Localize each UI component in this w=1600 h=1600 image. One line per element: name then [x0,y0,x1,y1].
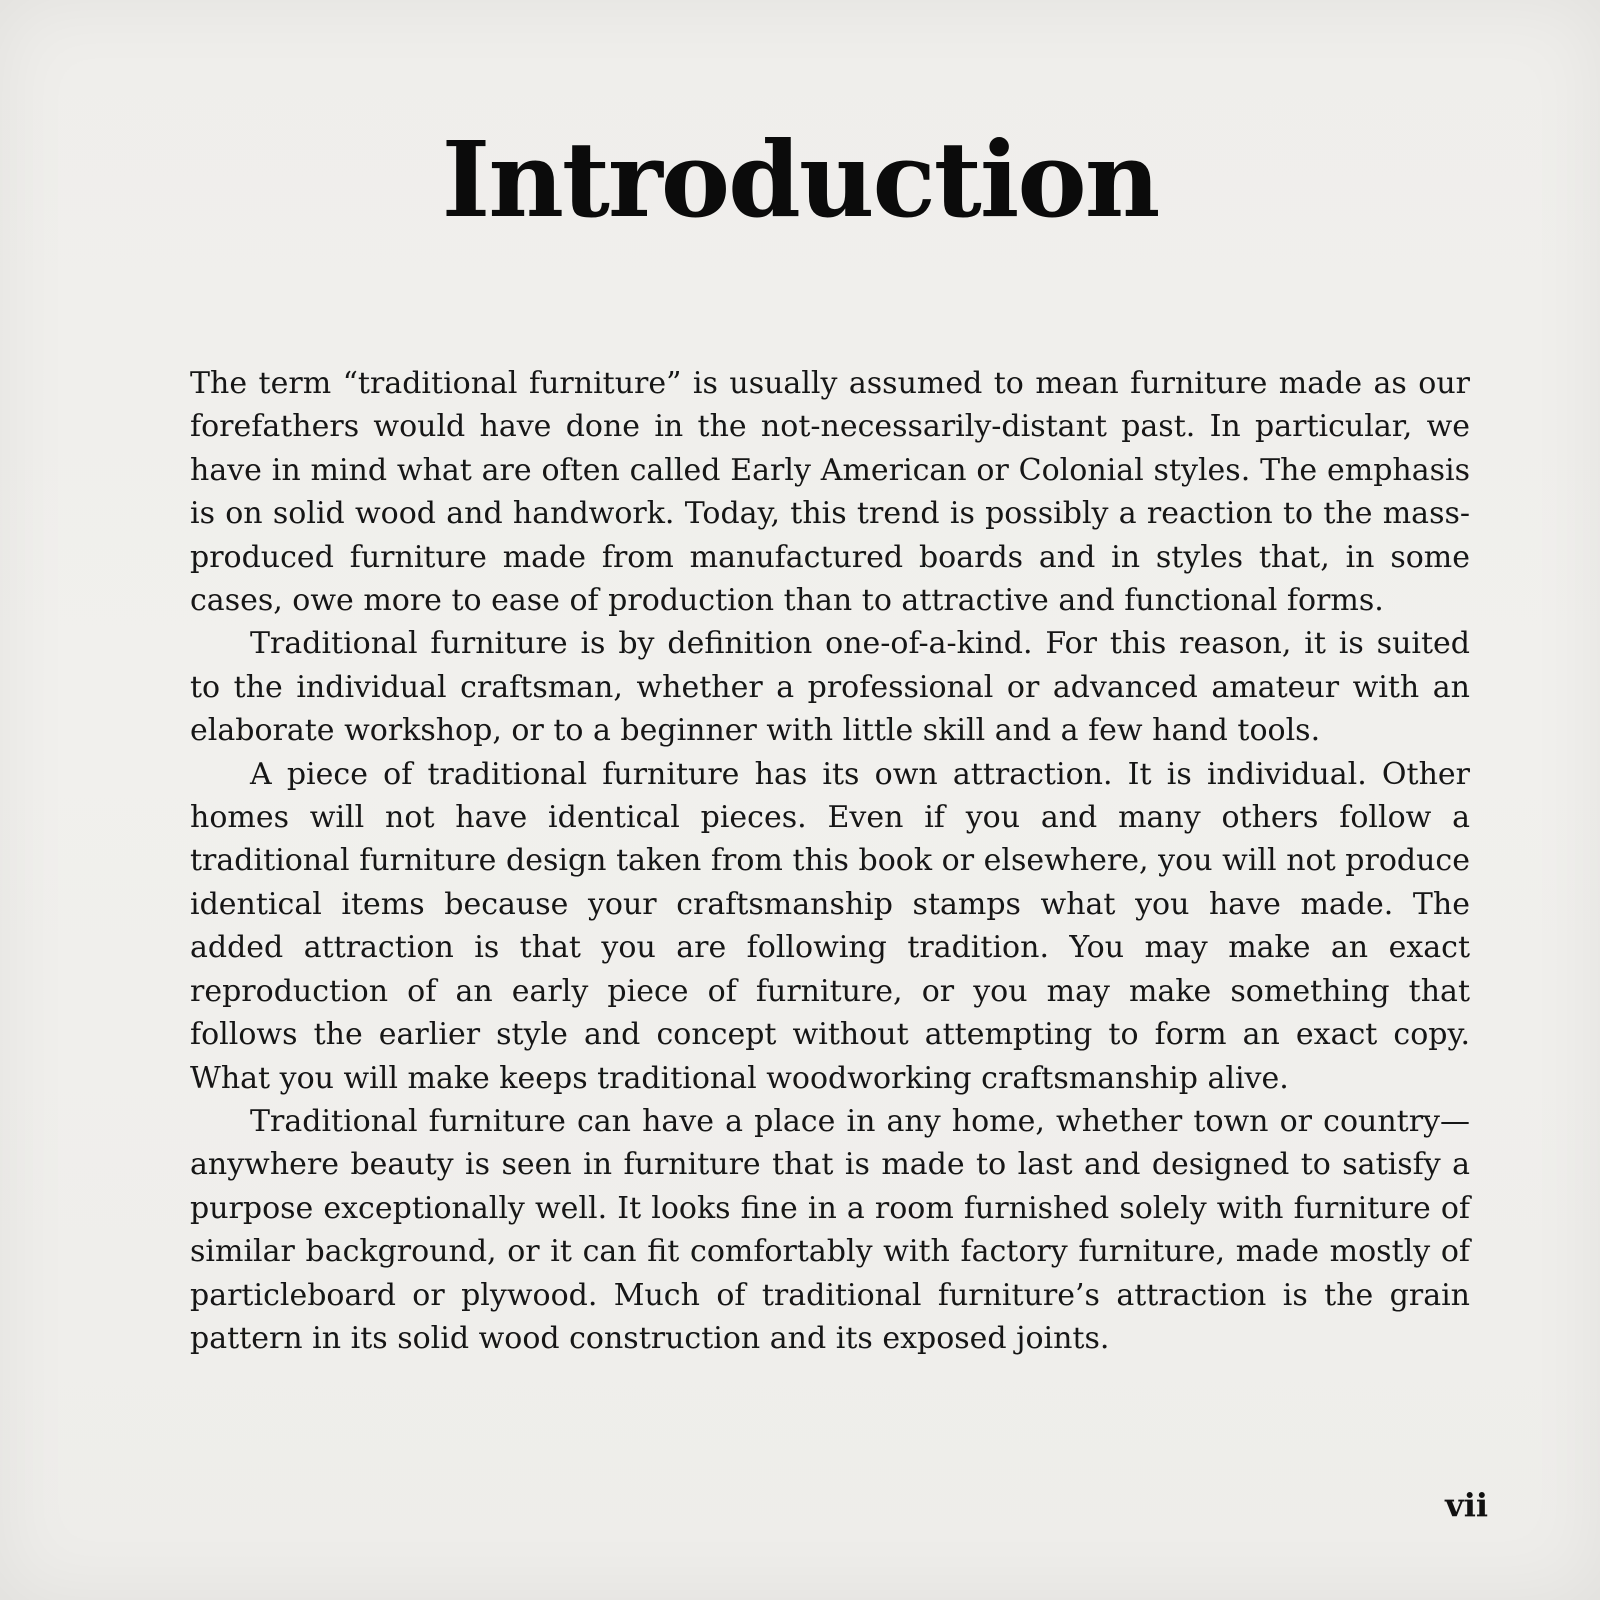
body-text [190,362,1470,1360]
chapter-title: Introduction [441,118,1159,241]
paragraph-4: Traditional furniture can have a place in any home, whether town or country—anywhere beauty is seen in furniture that is made to last and designed to satisfy a purpose exceptionally well. It looks fine in a room furnished solely with furniture of similar background, or it can fit comfortably with factory furniture, made mostly of particleboard or plywood. Much of traditional furniture’s attraction is the grain pattern in its solid wood construction and its exposed joints. [190,1103,1470,1356]
paragraph-2: Traditional furniture is by definition one-of-a-kind. For this reason, it is suited to the individual craftsman, whether a professional or advanced amateur with an elaborate workshop, or to a beginner with little skill and a few hand tools. [190,626,1470,749]
paragraph-3: A piece of traditional furniture has its own attraction. It is individual. Other homes will not have identical pieces. Even if you and many others follow a traditional furniture design taken from this book or elsewhere, you will not produce identical items because your craftsmanship stamps what you have made. The added attraction is that you are following tradition. You may make an exact reproduction of an early piece of furniture, or you may make something that follows the earlier style and concept without attempting to form an exact copy. What you will make keeps traditional woodworking craftsmanship alive. [190,756,1470,1096]
page-number: vii [1445,1486,1488,1524]
paragraph-1: The term “traditional furniture” is usually assumed to mean furniture made as our forefathers would have done in the not-necessarily-distant past. In particular, we have in mind what are often called Early American or Colonial styles. The emphasis is on solid wood and handwork. Today, this trend is possibly a reaction to the mass-produced furniture made from manufactured boards and in styles that, in some cases, owe more to ease of production than to attractive and functional forms. [190,366,1470,619]
